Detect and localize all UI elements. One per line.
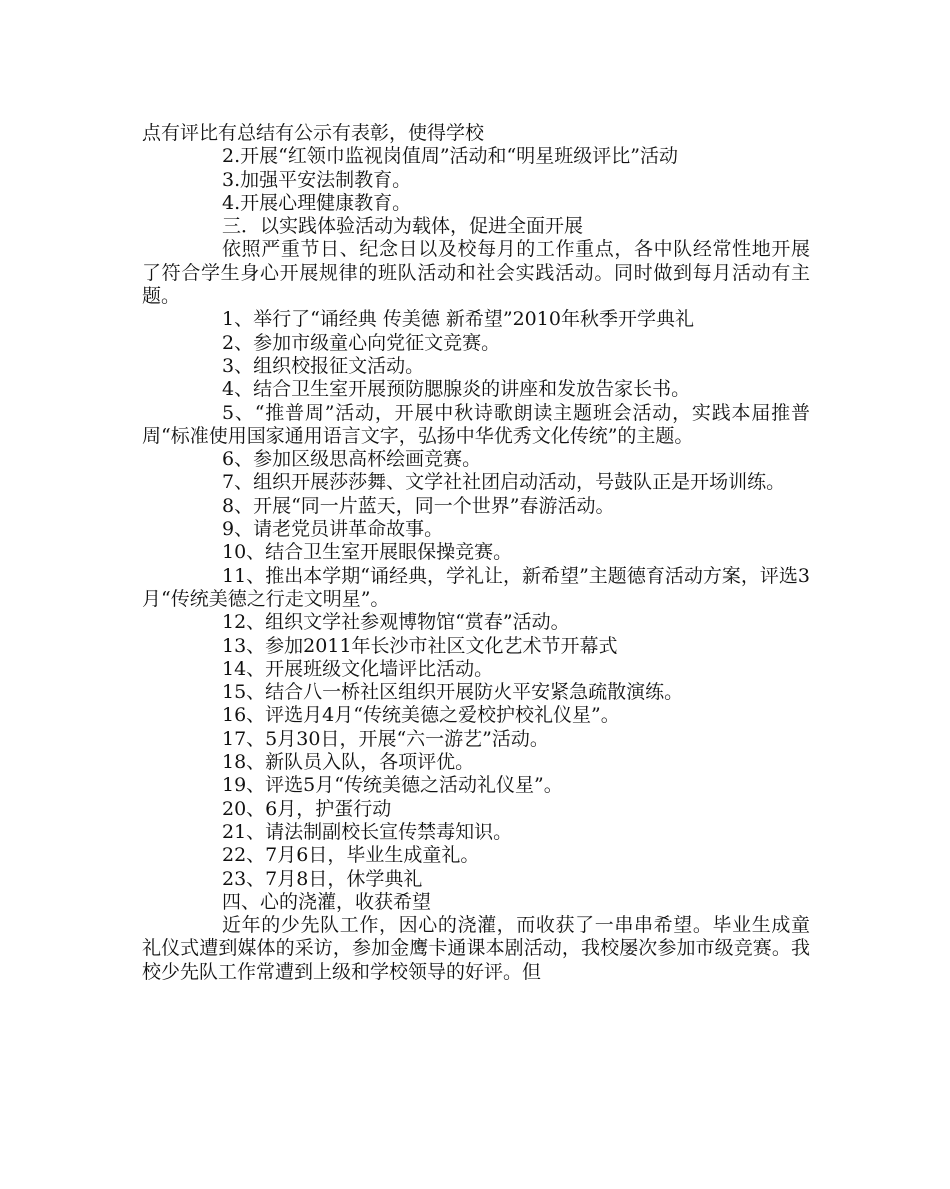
- list-item: 22、7月6日，毕业生成童礼。: [222, 844, 480, 867]
- list-item: 7、组织开展莎莎舞、文学社社团启动活动，号鼓队正是开场训练。: [222, 471, 786, 494]
- list-item: 12、组织文学社参观博物馆“赏春”活动。: [222, 611, 570, 634]
- list-item: 6、参加区级思高杯绘画竞赛。: [222, 448, 482, 471]
- list-item: 1、举行了“诵经典 传美德 新希望”2010年秋季开学典礼: [222, 308, 694, 331]
- list-item: 14、开展班级文化墙评比活动。: [222, 657, 494, 680]
- list-item: 21、请法制副校长宣传禁毒知识。: [222, 820, 513, 843]
- list-item: 19、评选5月“传统美德之活动礼仪星”。: [222, 774, 563, 797]
- list-item: 2.开展“红领巾监视岗值周”活动和“明星班级评比”活动: [222, 145, 678, 168]
- list-item: 17、5月30日，开展“六一游艺”活动。: [222, 727, 549, 750]
- list-item: 23、7月8日，休学典礼: [222, 867, 423, 890]
- list-item: 20、6月，护蛋行动: [222, 797, 392, 820]
- list-item: 18、新队员入队，各项评优。: [222, 751, 475, 774]
- list-item: 13、参加2011年长沙市社区文化艺术节开幕式: [222, 634, 618, 657]
- document-page: [142, 122, 810, 984]
- list-item: 4.开展心理健康教育。: [222, 191, 412, 214]
- text-line: 点有评比有总结有公示有表彰，使得学校: [142, 122, 485, 144]
- list-item: 9、请老党员讲革命故事。: [222, 518, 444, 541]
- list-item: 3、组织校报征文活动。: [222, 354, 425, 377]
- list-item: 15、结合八一桥社区组织开展防火平安紧急疏散演练。: [222, 681, 684, 704]
- section-heading: 四、心的浇灌，收获希望: [222, 890, 432, 913]
- list-item: 8、开展“同一片蓝天，同一个世界”春游活动。: [222, 494, 615, 517]
- list-item: 16、评选月4月“传统美德之爱校护校礼仪星”。: [222, 704, 620, 727]
- list-item: 11、推出本学期“诵经典，学礼让，新希望”主题德育活动方案，评选3月“传统美德之行走文明星”。: [142, 564, 810, 610]
- list-item: 4、结合卫生室开展预防腮腺炎的讲座和发放告家长书。: [222, 378, 691, 401]
- list-item: 3.加强平安法制教育。: [222, 168, 412, 191]
- section-heading: 三．以实践体验活动为载体，促进全面开展: [222, 215, 584, 238]
- list-item: 10、结合卫生室开展眼保操竞赛。: [222, 541, 513, 564]
- paragraph: 近年的少先队工作，因心的浇灌，而收获了一串串希望。毕业生成童礼仪式遭到媒体的采访，参加金鹰卡通课本剧活动，我校屡次参加市级竞赛。我校少先队工作常遭到上级和学校领导的好评。但: [142, 914, 810, 983]
- list-item: 2、参加市级童心向党征文竞赛。: [222, 331, 501, 354]
- list-item: 5、“推普周”活动，开展中秋诗歌朗读主题班会活动，实践本届推普周“标准使用国家通用语言文字，弘扬中华优秀文化传统”的主题。: [142, 401, 810, 447]
- paragraph: 依照严重节日、纪念日以及校每月的工作重点，各中队经常性地开展了符合学生身心开展规律的班队活动和社会实践活动。同时做到每月活动有主题。: [142, 238, 810, 308]
